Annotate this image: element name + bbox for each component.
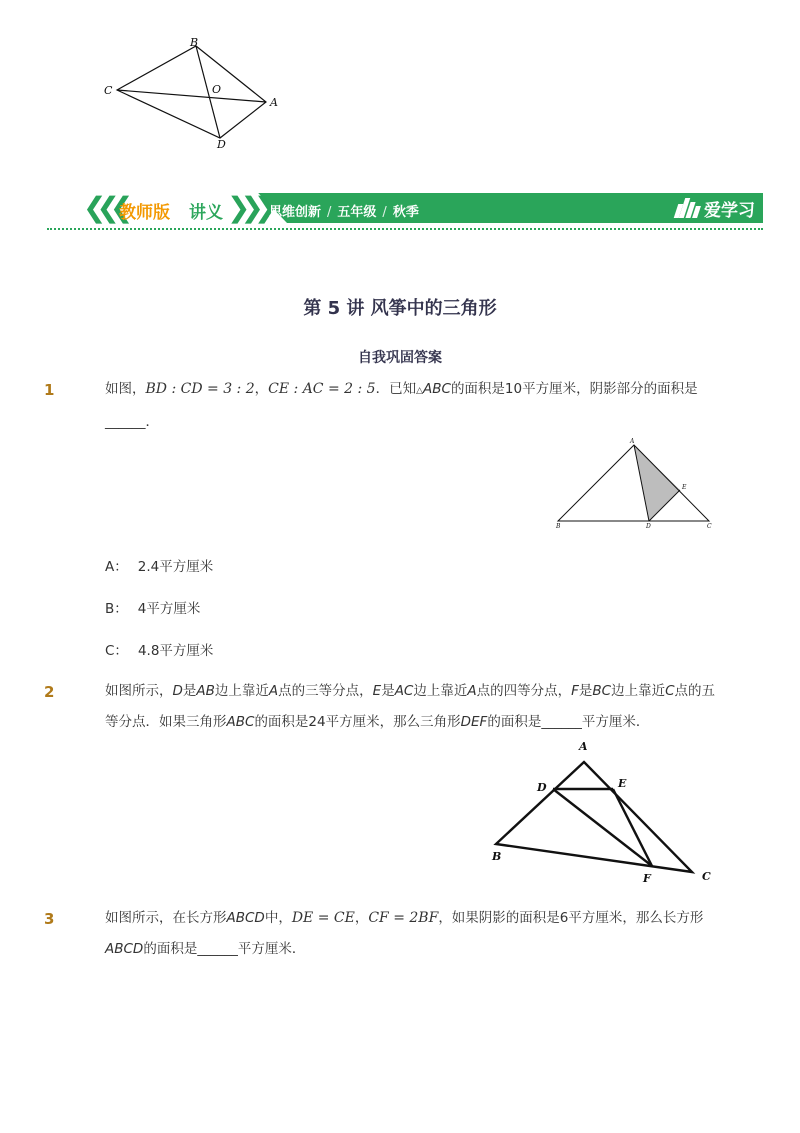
q2-figure: [486, 736, 716, 886]
q2-part: 点的三等分点，: [278, 683, 373, 699]
q3-text-1: 如图所示，在长方形: [105, 910, 227, 926]
q2-part: 边上靠近: [214, 683, 269, 699]
q2-label-c: C: [702, 870, 711, 883]
q2-part: 的面积是24平方厘米，那么三角形: [254, 714, 461, 730]
section-title: 自我巩固答案: [358, 350, 442, 366]
q2-part: D: [172, 683, 183, 699]
q1-abc: ABC: [423, 381, 451, 397]
q1-label-b: B: [556, 523, 561, 530]
option-label: B：: [105, 601, 128, 617]
q2-part: C: [665, 683, 675, 699]
q2-part: 边上靠近: [611, 683, 666, 699]
label-o: O: [212, 83, 222, 96]
breadcrumb: [269, 201, 419, 220]
q2-part: 的面积是______平方厘米．: [487, 714, 650, 730]
q1-triangle-symbol: △: [416, 386, 423, 396]
q2-part: DEF: [460, 714, 488, 730]
logo-text: 爱学习: [704, 200, 755, 221]
q2-part: BC: [592, 683, 612, 699]
q2-part: A: [268, 683, 279, 699]
question-text: [105, 903, 723, 965]
q1-figure: [552, 437, 722, 532]
q2-part: 是: [182, 683, 197, 699]
crumb-separator: /: [327, 205, 332, 220]
banner-divider: [47, 228, 763, 230]
q2-label-b: B: [492, 850, 502, 863]
q2-label-e: E: [618, 777, 627, 790]
header-banner: [47, 193, 763, 223]
q2-label-f: F: [643, 872, 651, 885]
q3-math-1: DE = CE: [291, 910, 355, 926]
q2-label-a: A: [579, 740, 588, 753]
question-text: [105, 676, 723, 738]
q2-part: 点的五等分点．如果三角形: [105, 683, 716, 730]
question-number: 2: [44, 683, 55, 701]
kite-figure: [100, 32, 290, 154]
label-d: D: [217, 138, 226, 151]
q1-label-a: A: [630, 438, 635, 445]
q3-text-2: 中，: [264, 910, 292, 926]
logo: [674, 197, 755, 219]
option-c[interactable]: [105, 639, 213, 659]
q2-part: ABC: [226, 714, 255, 730]
lecture-title: 第 5 讲 风筝中的三角形: [303, 298, 497, 319]
q3-math-2: CF = 2BF: [368, 910, 439, 926]
q2-part: A: [467, 683, 477, 699]
q3-text-3: ，: [354, 910, 369, 926]
option-value: 4平方厘米: [137, 601, 201, 617]
option-label: A：: [105, 559, 128, 575]
label-c: C: [104, 84, 113, 97]
chevron-left-icon: ❮❮❮: [83, 191, 124, 224]
q3-text-4: ，如果阴影的面积是6平方厘米，那么长方形: [438, 910, 704, 926]
q3-text-5: 的面积是______平方厘米．: [143, 941, 306, 957]
option-value: 4.8平方厘米: [137, 643, 214, 659]
q2-part: 如图所示，: [105, 683, 173, 699]
question-number: 3: [44, 910, 55, 928]
q2-part: F: [571, 683, 579, 699]
brand-label-green: 讲义: [189, 203, 223, 223]
q3-rect: ABCD: [226, 910, 265, 926]
option-a[interactable]: [105, 555, 213, 575]
option-value: 2.4平方厘米: [137, 559, 214, 575]
q3-rect-2: ABCD: [105, 941, 144, 957]
q1-text-d: 的面积是10平方厘米，阴影部分的面积是______．: [105, 381, 698, 430]
q2-part: AC: [394, 683, 414, 699]
label-b: B: [190, 36, 199, 49]
brand-label-orange: 教师版: [119, 203, 170, 223]
option-label: C：: [105, 643, 128, 659]
crumb-separator: /: [382, 205, 387, 220]
logo-bars-icon: [674, 198, 700, 218]
question-number: 1: [44, 381, 55, 399]
crumb-grade: 五年级: [337, 205, 377, 220]
q1-math-ratio-2: CE : AC = 2 : 5: [268, 381, 376, 397]
q2-part: AB: [196, 683, 215, 699]
q2-part: 是: [381, 683, 395, 699]
q2-part: 点的四等分点，: [476, 683, 572, 699]
crumb-season: 秋季: [392, 205, 419, 220]
q1-text-a: 如图，: [105, 381, 146, 397]
q1-text-b: ，: [254, 381, 269, 397]
q2-part: 是: [578, 683, 593, 699]
label-a: A: [270, 96, 278, 109]
q1-math-ratio-1: BD : CD = 3 : 2: [145, 381, 255, 397]
question-text: [105, 374, 723, 438]
q1-label-d: D: [646, 523, 651, 530]
q2-label-d: D: [537, 781, 547, 794]
chevron-right-icon: ❯❯❯: [227, 191, 268, 224]
q1-label-c: C: [707, 523, 712, 530]
q2-part: 边上靠近: [413, 683, 468, 699]
option-b[interactable]: [105, 597, 200, 617]
q1-label-e: E: [682, 484, 687, 491]
q2-part: E: [372, 683, 382, 699]
q1-text-c: ．已知: [375, 381, 417, 397]
crumb-subject: 思维创新: [269, 205, 322, 220]
